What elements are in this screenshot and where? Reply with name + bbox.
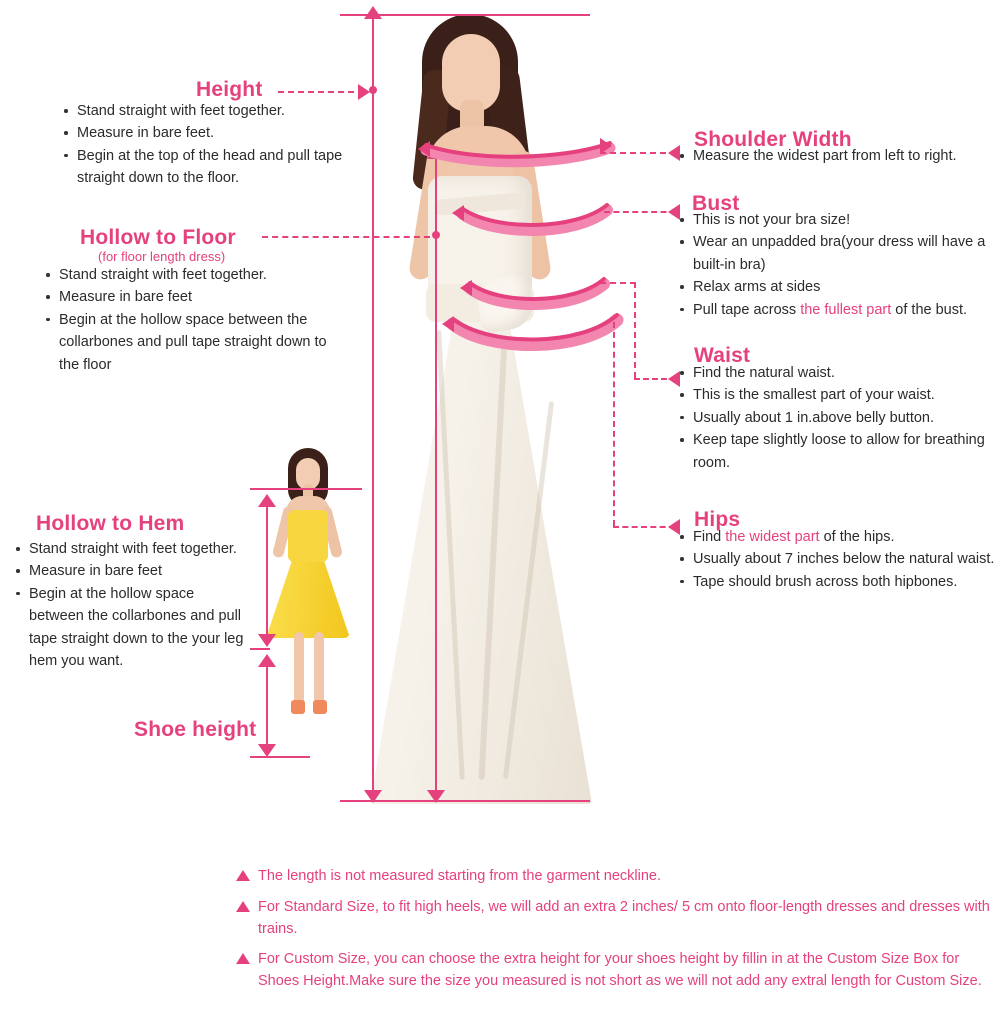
hips-widest-post: of the hips. xyxy=(819,529,895,545)
waist-leader-top xyxy=(600,282,636,284)
shoe-height-arrow-top xyxy=(258,654,276,667)
waist-leader-vertical xyxy=(634,282,636,378)
list-item: Usually about 7 inches below the natural waist. xyxy=(678,548,996,570)
shoe-height-bottom-cap xyxy=(250,756,310,758)
shoe-height-heading: Shoe height xyxy=(134,718,257,741)
height-axis-marker xyxy=(369,86,377,94)
shoulder-width-bullets xyxy=(678,145,998,167)
footer-note-text: For Custom Size, you can choose the extra height for your shoes height by fillin in at the Custom Size Box for Shoes Height.Make sure the size you measured is not short as we will not add any extral length for Custom Size. xyxy=(258,951,982,989)
footer-note xyxy=(236,949,996,993)
mini-model-skirt xyxy=(266,558,350,638)
list-item: Measure in bare feet xyxy=(14,560,250,582)
hips-leader-line xyxy=(613,526,675,528)
list-item: Begin at the hollow space between the collarbones and pull tape straight down to the floor xyxy=(44,309,340,376)
hollow-to-hem-bottom-cap xyxy=(250,648,270,650)
list-item: Begin at the top of the head and pull tape straight down to the floor. xyxy=(62,145,352,190)
hips-tape xyxy=(445,308,625,352)
bust-arrow-left xyxy=(452,205,464,221)
hips-heading: Hips xyxy=(694,508,741,531)
footer-note xyxy=(236,866,996,888)
hollow-to-floor-axis-line xyxy=(435,156,437,800)
warning-triangle-icon xyxy=(236,870,250,881)
shoulder-width-leader-line xyxy=(600,152,676,154)
hollow-to-hem-top-cap xyxy=(250,488,362,490)
waist-heading: Waist xyxy=(694,344,751,367)
hips-bullets xyxy=(678,526,996,593)
list-item: Measure the widest part from left to right. xyxy=(678,145,998,167)
list-item: Measure in bare feet xyxy=(44,286,340,308)
hollow-to-floor-arrow-bottom xyxy=(427,790,445,803)
list-item: Stand straight with feet together. xyxy=(62,100,352,122)
shoulder-width-heading: Shoulder Width xyxy=(694,128,852,151)
list-item-bust-fullest xyxy=(678,299,996,321)
bust-fullest-highlight: the fullest part xyxy=(800,301,892,318)
hollow-to-floor-leader-line xyxy=(262,236,430,238)
mini-model-shoe-right xyxy=(313,700,327,714)
mini-model-shoe-left xyxy=(291,700,305,714)
list-item: Keep tape slightly loose to allow for breathing room. xyxy=(678,429,996,474)
footer-note-text: The length is not measured starting from the garment neckline. xyxy=(258,868,661,884)
waist-tape xyxy=(462,272,612,312)
hollow-to-floor-heading: Hollow to Floor xyxy=(80,226,236,249)
height-leader-line xyxy=(278,91,364,93)
list-item: Stand straight with feet together. xyxy=(44,264,340,286)
footer-note-text: For Standard Size, to fit high heels, we will add an extra 2 inches/ 5 cm onto floor-length dresses and dresses with trains. xyxy=(258,898,990,937)
shoulder-width-arrow-left xyxy=(418,141,430,157)
height-top-cap xyxy=(340,14,590,16)
mini-model-bodice xyxy=(288,510,328,562)
footer-notes xyxy=(236,866,996,1002)
list-item: This is the smallest part of your waist. xyxy=(678,384,996,406)
hollow-to-hem-bullets xyxy=(14,538,250,673)
hips-arrow-left xyxy=(442,316,454,332)
hips-widest-highlight: the widest part xyxy=(725,529,820,545)
hollow-to-hem-arrow-bottom xyxy=(258,634,276,647)
warning-triangle-icon xyxy=(236,953,250,964)
list-item-hips-widest xyxy=(678,526,996,548)
bust-leader-line xyxy=(604,211,676,213)
warning-triangle-icon xyxy=(236,901,250,912)
height-axis-line xyxy=(372,16,374,796)
hollow-to-floor-subheading: (for floor length dress) xyxy=(98,249,226,264)
bust-heading: Bust xyxy=(692,192,740,215)
mini-model-leg-left xyxy=(294,632,304,706)
height-heading: Height xyxy=(196,78,263,101)
list-item: Wear an unpadded bra(your dress will have a built-in bra) xyxy=(678,231,996,276)
waist-bullets xyxy=(678,362,996,474)
list-item: Usually about 1 in.above belly button. xyxy=(678,407,996,429)
list-item: This is not your bra size! xyxy=(678,209,996,231)
hips-widest-pre: Find xyxy=(693,529,726,545)
bust-bullets xyxy=(678,209,996,321)
list-item: Find the natural waist. xyxy=(678,362,996,384)
footer-note xyxy=(236,897,996,941)
hips-leader-vertical xyxy=(613,322,615,526)
mini-model-leg-right xyxy=(314,632,324,706)
list-item: Stand straight with feet together. xyxy=(14,538,250,560)
hollow-to-floor-bullets xyxy=(44,264,340,376)
bust-fullest-pre: Pull tape across xyxy=(693,301,801,318)
height-leader-arrow xyxy=(358,84,370,100)
bust-fullest-post: of the bust. xyxy=(891,301,968,318)
shoulder-width-tape xyxy=(420,136,620,172)
list-item: Relax arms at sides xyxy=(678,276,996,298)
list-item: Tape should brush across both hipbones. xyxy=(678,571,996,593)
height-bullets xyxy=(62,100,352,190)
waist-arrow-left xyxy=(460,280,472,296)
hollow-to-floor-marker xyxy=(432,231,440,239)
floor-line xyxy=(340,800,590,802)
shoe-height-axis-line xyxy=(266,662,268,748)
list-item: Measure in bare feet. xyxy=(62,122,352,144)
list-item: Begin at the hollow space between the collarbones and pull tape straight down to the your leg hem you want. xyxy=(14,583,250,673)
hollow-to-hem-heading: Hollow to Hem xyxy=(36,512,185,535)
bust-tape xyxy=(455,196,615,236)
hollow-to-hem-axis-line xyxy=(266,504,268,644)
